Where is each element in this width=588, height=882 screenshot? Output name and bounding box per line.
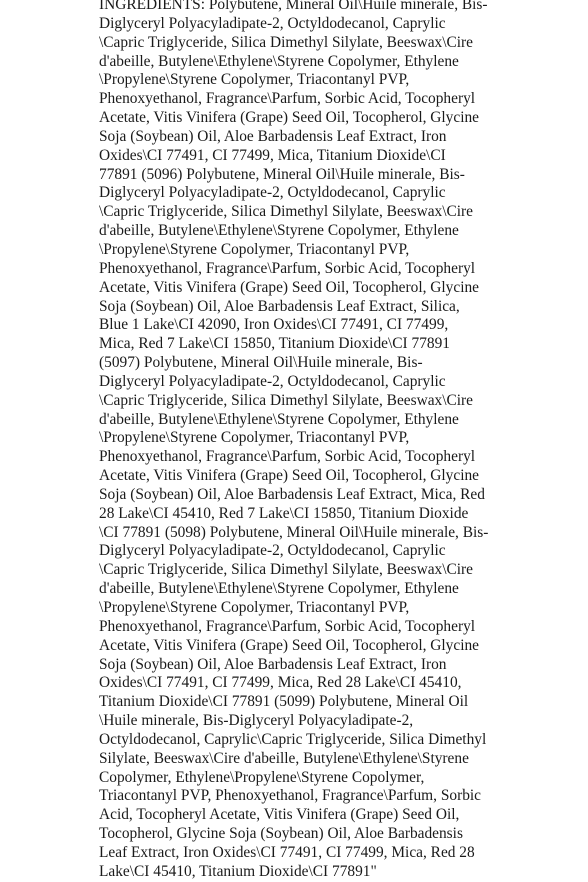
- text-line: Phenoxyethanol, Fragrance\Parfum, Sorbic Acid, Tocopheryl: [99, 259, 476, 277]
- text-line: Phenoxyethanol, Fragrance\Parfum, Sorbic Acid, Tocopheryl: [99, 448, 476, 466]
- text-line: Diglyceryl Polyacyladipate-2, Octyldodecanol, Caprylic: [99, 14, 446, 32]
- text-line: d'abeille, Butylene\Ethylene\Styrene Copolymer, Ethylene: [99, 580, 459, 598]
- text-line: Blue 1 Lake\CI 42090, Iron Oxides\CI 77491, CI 77499,: [99, 316, 449, 334]
- text-line: d'abeille, Butylene\Ethylene\Styrene Copolymer, Ethylene: [99, 52, 459, 70]
- text-line: \Capric Triglyceride, Silica Dimethyl Silylate, Beeswax\Cire: [99, 203, 474, 221]
- text-line: d'abeille, Butylene\Ethylene\Styrene Copolymer, Ethylene: [99, 410, 459, 428]
- text-line: Lake\CI 45410, Titanium Dioxide\CI 77891": [99, 862, 377, 880]
- text-line: \Huile minerale, Bis-Diglyceryl Polyacyladipate-2,: [99, 712, 414, 730]
- text-line: Leaf Extract, Iron Oxides\CI 77491, CI 77499, Mica, Red 28: [99, 843, 475, 861]
- text-line: Acid, Tocopheryl Acetate, Vitis Vinifera (Grape) Seed Oil,: [99, 806, 460, 824]
- text-line: d'abeille, Butylene\Ethylene\Styrene Copolymer, Ethylene: [99, 222, 459, 240]
- text-line: Soja (Soybean) Oil, Aloe Barbadensis Leaf Extract, Mica, Red: [99, 485, 485, 503]
- text-line: Phenoxyethanol, Fragrance\Parfum, Sorbic Acid, Tocopheryl: [99, 617, 476, 635]
- text-line: INGREDIENTS: Polybutene, Mineral Oil\Huile minerale, Bis-: [99, 0, 488, 13]
- text-line: \Propylene\Styrene Copolymer, Triacontanyl PVP,: [99, 599, 410, 616]
- text-line: Soja (Soybean) Oil, Aloe Barbadensis Leaf Extract, Silica,: [99, 297, 460, 315]
- text-line: \CI 77891 (5098) Polybutene, Mineral Oil\Huile minerale, Bis-: [99, 523, 489, 541]
- text-line: Oxides\CI 77491, CI 77499, Mica, Titanium Dioxide\CI: [99, 146, 446, 164]
- text-line: Acetate, Vitis Vinifera (Grape) Seed Oil, Tocopherol, Glycine: [99, 467, 480, 485]
- text-line: Titanium Dioxide\CI 77891 (5099) Polybutene, Mineral Oil: [99, 693, 469, 711]
- text-line: 77891 (5096) Polybutene, Mineral Oil\Huile minerale, Bis-: [99, 165, 465, 183]
- text-line: Oxides\CI 77491, CI 77499, Mica, Red 28 Lake\CI 45410,: [99, 674, 462, 692]
- text-line: Acetate, Vitis Vinifera (Grape) Seed Oil, Tocopherol, Glycine: [99, 109, 480, 127]
- text-line: Diglyceryl Polyacyladipate-2, Octyldodecanol, Caprylic: [99, 542, 446, 560]
- text-line: Diglyceryl Polyacyladipate-2, Octyldodecanol, Caprylic: [99, 184, 446, 202]
- text-line: \Propylene\Styrene Copolymer, Triacontanyl PVP,: [99, 240, 410, 258]
- text-line: Acetate, Vitis Vinifera (Grape) Seed Oil, Tocopherol, Glycine: [99, 278, 480, 296]
- text-line: \Propylene\Styrene Copolymer, Triacontanyl PVP,: [99, 429, 410, 447]
- text-line: \Capric Triglyceride, Silica Dimethyl Silylate, Beeswax\Cire: [99, 561, 474, 579]
- text-line: Acetate, Vitis Vinifera (Grape) Seed Oil, Tocopherol, Glycine: [99, 636, 480, 654]
- text-line: Mica, Red 7 Lake\CI 15850, Titanium Dioxide\CI 77891: [99, 335, 450, 353]
- text-line: Soja (Soybean) Oil, Aloe Barbadensis Leaf Extract, Iron: [99, 127, 447, 145]
- ingredients-text-block: [99, 0, 579, 882]
- text-line: 28 Lake\CI 45410, Red 7 Lake\CI 15850, Titanium Dioxide: [99, 504, 469, 522]
- text-line: Diglyceryl Polyacyladipate-2, Octyldodecanol, Caprylic: [99, 372, 446, 390]
- text-line: Triacontanyl PVP, Phenoxyethanol, Fragrance\Parfum, Sorbic: [99, 787, 482, 805]
- text-line: Phenoxyethanol, Fragrance\Parfum, Sorbic Acid, Tocopheryl: [99, 90, 476, 108]
- text-line: \Capric Triglyceride, Silica Dimethyl Silylate, Beeswax\Cire: [99, 391, 474, 409]
- text-line: Silylate, Beeswax\Cire d'abeille, Butylene\Ethylene\Styrene: [99, 749, 469, 767]
- text-line: \Capric Triglyceride, Silica Dimethyl Silylate, Beeswax\Cire: [99, 33, 474, 51]
- text-line: Soja (Soybean) Oil, Aloe Barbadensis Leaf Extract, Iron: [99, 655, 447, 673]
- text-line: (5097) Polybutene, Mineral Oil\Huile minerale, Bis-: [99, 354, 423, 372]
- text-line: Octyldodecanol, Caprylic\Capric Triglyceride, Silica Dimethyl: [99, 730, 487, 748]
- text-line: \Propylene\Styrene Copolymer, Triacontanyl PVP,: [99, 71, 410, 89]
- text-line: Tocopherol, Glycine Soja (Soybean) Oil, Aloe Barbadensis: [99, 825, 463, 843]
- text-line: Copolymer, Ethylene\Propylene\Styrene Copolymer,: [99, 768, 425, 786]
